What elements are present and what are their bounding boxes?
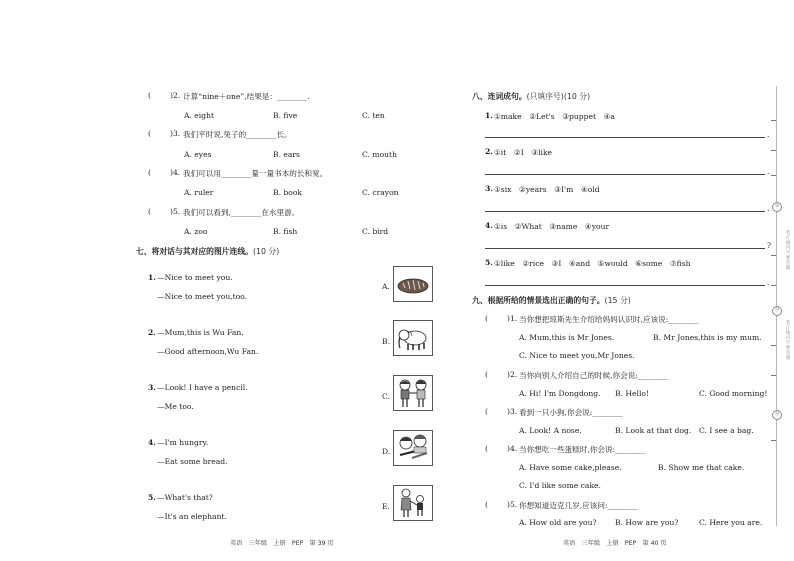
question-stem: 当你想吃一些蛋糕时,你会说:________ <box>519 445 646 454</box>
question-stem: 当你想把琼斯先生介绍给妈妈认识时,应该说:________ <box>519 315 699 324</box>
answer-paren-open: ( <box>485 444 488 453</box>
picture-label-c: C. <box>382 392 390 401</box>
section-note: (只填序号) <box>526 92 564 101</box>
binding-tick <box>771 285 776 286</box>
question-stem: 我们可以用________量一量书本的长和宽。 <box>183 169 328 178</box>
elephant-icon <box>394 321 432 355</box>
answer-line[interactable] <box>485 285 765 286</box>
option-c: C. Nice to meet you,Mr Jones. <box>519 351 635 360</box>
section-points: (10 分) <box>563 92 591 101</box>
sentence-end-punct: . <box>767 278 770 287</box>
question-stem: 我们可以看到,________在水里游。 <box>183 208 300 217</box>
option-b: B. ears <box>273 150 300 159</box>
binding-marker: ㉚ <box>772 410 782 420</box>
dialogue-number: 5. <box>148 493 156 502</box>
question-stem: 计算“nine＋one”,结果是：________. <box>183 92 310 101</box>
option-c: C. Here you are. <box>699 518 763 527</box>
greeting-kids-icon <box>394 376 432 410</box>
binding-tick <box>771 255 776 256</box>
dialogue-number: 3. <box>148 383 156 392</box>
section-8-title <box>472 91 590 102</box>
elephant-picture <box>393 320 433 356</box>
option-b: B. fish <box>273 227 298 236</box>
option-a: A. Mum,this is Mr Jones. <box>519 333 615 342</box>
picture-label-a: A. <box>382 282 390 291</box>
dialogue-line-2: —Me too. <box>157 402 194 411</box>
bread-picture <box>393 266 433 302</box>
section-title-text: 七、将对话与其对应的图片连线。 <box>136 247 253 256</box>
option-a: A. Have some cake,please. <box>519 463 622 472</box>
word-list: ①six ②years ③I'm ④old <box>494 185 600 194</box>
option-a: A. Hi! I'm Dongdong. <box>519 389 601 398</box>
binding-notice: 装订线内不要答题 <box>785 320 790 360</box>
section-title-text: 九、根据所给的情景选出正确的句子。 <box>472 296 605 305</box>
dialogue-line-2: —Nice to meet you,too. <box>157 292 248 301</box>
option-b: B. How are you? <box>615 518 679 527</box>
item-number: 4. <box>485 221 493 230</box>
dialogue-line-1: —Look! I have a pencil. <box>157 383 248 392</box>
option-a: A. Look! A nose. <box>519 426 582 435</box>
family-icon <box>394 486 432 520</box>
item-number: )5. <box>507 500 518 509</box>
item-number: )2. <box>170 91 181 100</box>
option-b: B. five <box>273 111 298 120</box>
option-a: A. eyes <box>184 150 212 159</box>
word-list: ①it ②I ③like <box>494 148 553 157</box>
section-points: (15 分) <box>604 296 631 305</box>
bread-icon <box>394 267 432 301</box>
answer-line[interactable] <box>485 248 765 249</box>
question-stem: 我们平时说,兔子的________长。 <box>183 130 292 139</box>
left-page-footer: 英语 三年级 上册 PEP 第 39 页 <box>230 540 334 547</box>
dialogue-line-1: —Mum,this is Wu Fan. <box>157 328 244 337</box>
pencil-kids-icon <box>394 431 432 465</box>
option-a: A. How old are you? <box>519 518 597 527</box>
picture-label-e: E. <box>382 502 390 511</box>
binding-notice: 装订线内不要答题 <box>785 230 790 270</box>
item-number: )2. <box>507 370 518 379</box>
kids-with-pencils-picture <box>393 430 433 466</box>
binding-marker: ⑩ <box>772 202 782 212</box>
word-list: ①make ②Let's ③puppet ④a <box>494 112 615 121</box>
dialogue-line-2: —Good afternoon,Wu Fan. <box>157 347 259 356</box>
section-title-text: 八、连词成句。 <box>472 92 527 101</box>
option-a: A. eight <box>184 111 215 120</box>
option-b: B. Hello! <box>615 389 650 398</box>
mum-and-kid-picture <box>393 485 433 521</box>
binding-tick <box>771 150 776 151</box>
sentence-end-punct: . <box>767 167 770 176</box>
question-stem: 看到一只小狗,你会说:________ <box>519 408 623 417</box>
item-number: )1. <box>507 314 518 323</box>
item-number: 3. <box>485 184 493 193</box>
item-number: )4. <box>170 168 181 177</box>
dialogue-line-1: —What's that? <box>157 493 213 502</box>
item-number: 2. <box>485 147 493 156</box>
option-c: C. Good morning! <box>699 389 768 398</box>
option-c: C. bird <box>362 227 389 236</box>
option-c: C. crayon <box>362 188 399 197</box>
dialogue-line-2: —It's an elephant. <box>157 512 227 521</box>
answer-paren-open: ( <box>485 407 488 416</box>
question-stem: 你想知道迈克几岁,应该问:________ <box>519 501 638 510</box>
dialogue-number: 2. <box>148 328 156 337</box>
binding-tick <box>771 345 776 346</box>
option-c: C. ten <box>362 111 385 120</box>
binding-marker: ⑳ <box>772 306 782 316</box>
answer-paren-open: ( <box>485 314 488 323</box>
option-a: A. ruler <box>184 188 214 197</box>
option-b: B. Look at that dog. <box>615 426 692 435</box>
dialogue-line-1: —Nice to meet you. <box>157 273 233 282</box>
binding-tick <box>771 375 776 376</box>
binding-tick <box>771 175 776 176</box>
option-b: B. book <box>273 188 303 197</box>
binding-tick <box>771 120 776 121</box>
answer-paren-open: ( <box>148 207 151 216</box>
dialogue-number: 1. <box>148 273 156 282</box>
option-b: B. Show me that cake. <box>658 463 745 472</box>
item-number: )4. <box>507 444 518 453</box>
answer-paren-open: ( <box>485 500 488 509</box>
binding-tick <box>771 440 776 441</box>
section-points: (10 分) <box>252 247 280 256</box>
option-c: C. I'd like some cake. <box>519 481 601 490</box>
section-9-title <box>472 295 631 306</box>
option-b: B. Mr Jones,this is my mum. <box>653 333 762 342</box>
item-number: )5. <box>170 207 181 216</box>
dialogue-number: 4. <box>148 438 156 447</box>
word-list: ①like ②rice ③I ④and ⑤would ⑥some ⑦fish <box>494 259 691 268</box>
answer-paren-open: ( <box>148 168 151 177</box>
option-c: C. I see a bag. <box>699 426 754 435</box>
answer-paren-open: ( <box>485 370 488 379</box>
answer-paren-open: ( <box>148 129 151 138</box>
sentence-end-punct: . <box>767 130 770 139</box>
option-a: A. zoo <box>184 227 208 236</box>
answer-paren-open: ( <box>148 91 151 100</box>
word-list: ①is ②What ③name ④your <box>494 222 610 231</box>
answer-line[interactable] <box>485 137 765 138</box>
item-number: 1. <box>485 111 493 120</box>
option-c: C. mouth <box>362 150 397 159</box>
dialogue-line-1: —I'm hungry. <box>157 438 209 447</box>
item-number: )3. <box>507 407 518 416</box>
sentence-end-punct: . <box>767 204 770 213</box>
picture-label-d: D. <box>382 447 391 456</box>
item-number: 5. <box>485 258 493 267</box>
section-7-title <box>136 246 279 257</box>
sentence-end-punct: ? <box>767 241 772 250</box>
right-page-footer: 英语 三年级 上册 PEP 第 40 页 <box>563 540 667 547</box>
answer-line[interactable] <box>485 211 765 212</box>
picture-label-b: B. <box>382 337 390 346</box>
two-kids-greeting-picture <box>393 375 433 411</box>
item-number: )3. <box>170 129 181 138</box>
answer-line[interactable] <box>485 174 765 175</box>
question-stem: 当你向别人介绍自己的时候,你会说:________ <box>519 371 669 380</box>
dialogue-line-2: —Eat some bread. <box>157 457 228 466</box>
